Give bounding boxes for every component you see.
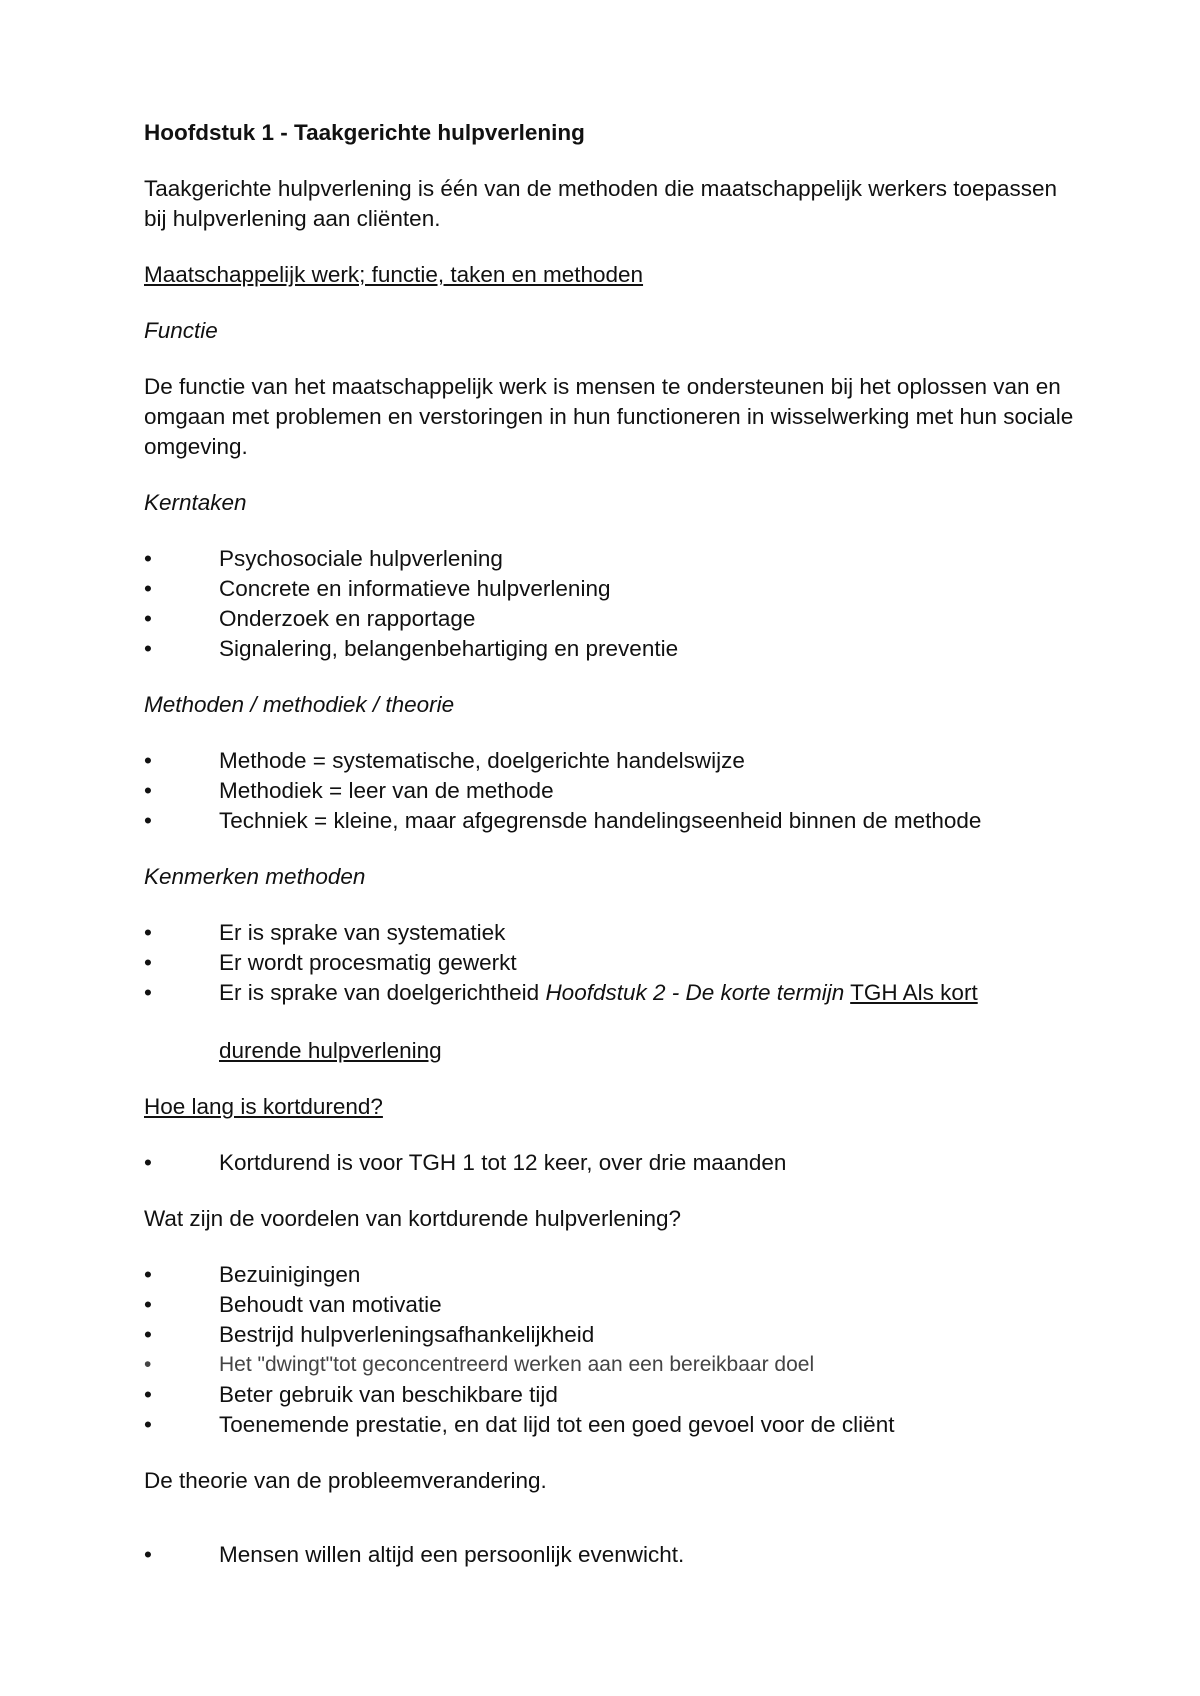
kerntaken-list [144,544,1084,664]
section-heading-maatschappelijk-werk: Maatschappelijk werk; functie, taken en methoden [144,262,644,287]
bullet-icon: • [144,1322,152,1347]
list-item [144,978,1084,1008]
list-item [144,1410,1084,1440]
bullet-icon: • [144,1412,152,1437]
bullet-icon: • [144,1150,152,1175]
theorie-line: De theorie van de probleemverandering. [144,1468,547,1493]
subheading-kenmerken: Kenmerken methoden [144,864,366,889]
list-item-text: Er wordt procesmatig gewerkt [219,950,517,975]
kenmerken-list [144,918,1084,1008]
bullet-icon: • [144,576,152,601]
tgh-heading-inline: TGH Als kort [850,980,978,1005]
bullet-icon: • [144,1353,152,1376]
functie-paragraph: De functie van het maatschappelijk werk is mensen te ondersteunen bij het oplossen van en omgaan met problemen en verstoringen in hun functioneren in wisselwerking met hun sociale omgeving. [144,374,1074,459]
section-heading-hoe-lang: Hoe lang is kortdurend? [144,1094,383,1119]
list-item [144,1148,1084,1178]
tgh-heading-continuation: durende hulpverlening [219,1038,442,1063]
bullet-icon: • [144,748,152,773]
list-item [144,574,1084,604]
list-item-text: Er is sprake van doelgerichtheid [219,980,546,1005]
bullet-icon: • [144,636,152,661]
list-item [144,1380,1084,1410]
intro-paragraph: Taakgerichte hulpverlening is één van de methoden die maatschappelijk werkers toepassen bij hulpverlening aan cliënten. [144,176,1058,231]
hoelang-list [144,1148,1084,1178]
list-item [144,776,1084,806]
list-item [144,1290,1084,1320]
subheading-kerntaken: Kerntaken [144,490,247,515]
bullet-icon: • [144,546,152,571]
list-item-text: Het "dwingt"tot geconcentreerd werken aan een bereikbaar doel [219,1353,815,1376]
bullet-icon: • [144,980,152,1005]
list-item-text: Toenemende prestatie, en dat lijd tot een goed gevoel voor de cliënt [219,1412,895,1437]
list-item-text: Mensen willen altijd een persoonlijk evenwicht. [219,1542,685,1567]
list-item-text: Beter gebruik van beschikbare tijd [219,1382,558,1407]
document-body [144,118,1084,1596]
list-item-text: Signalering, belangenbehartiging en preventie [219,636,679,661]
subheading-functie: Functie [144,318,218,343]
bullet-icon: • [144,1542,152,1567]
bullet-icon: • [144,950,152,975]
voordelen-list [144,1260,1084,1440]
list-item [144,746,1084,776]
list-item [144,604,1084,634]
list-item-text: Bestrijd hulpverleningsafhankelijkheid [219,1322,595,1347]
list-item-text: Behoudt van motivatie [219,1292,442,1317]
list-item [144,1350,1084,1380]
list-item [144,544,1084,574]
bullet-icon: • [144,1382,152,1407]
list-item-text: Concrete en informatieve hulpverlening [219,576,611,601]
theorie-list [144,1540,1084,1570]
list-item-text: Bezuinigingen [219,1262,361,1287]
list-item [144,806,1084,836]
list-item-text: Methodiek = leer van de methode [219,778,554,803]
document-title: Hoofdstuk 1 - Taakgerichte hulpverlening [144,120,585,145]
voordelen-question: Wat zijn de voordelen van kortdurende hulpverlening? [144,1206,682,1231]
list-item-text: Er is sprake van systematiek [219,920,506,945]
list-item-text: Psychosociale hulpverlening [219,546,503,571]
list-item [144,634,1084,664]
list-item-text: Methode = systematische, doelgerichte handelswijze [219,748,745,773]
list-item [144,1320,1084,1350]
chapter-2-heading-inline: Hoofdstuk 2 - De korte termijn [545,980,845,1005]
list-item [144,918,1084,948]
methoden-list [144,746,1084,836]
list-item [144,1260,1084,1290]
bullet-icon: • [144,606,152,631]
bullet-icon: • [144,1262,152,1287]
subheading-methoden: Methoden / methodiek / theorie [144,692,455,717]
list-item [144,1540,1084,1570]
list-item-text: Kortdurend is voor TGH 1 tot 12 keer, over drie maanden [219,1150,787,1175]
list-item-text: Techniek = kleine, maar afgegrensde handelingseenheid binnen de methode [219,808,982,833]
bullet-icon: • [144,1292,152,1317]
bullet-icon: • [144,808,152,833]
list-item-text: Onderzoek en rapportage [219,606,476,631]
bullet-icon: • [144,778,152,803]
bullet-icon: • [144,920,152,945]
list-item [144,948,1084,978]
